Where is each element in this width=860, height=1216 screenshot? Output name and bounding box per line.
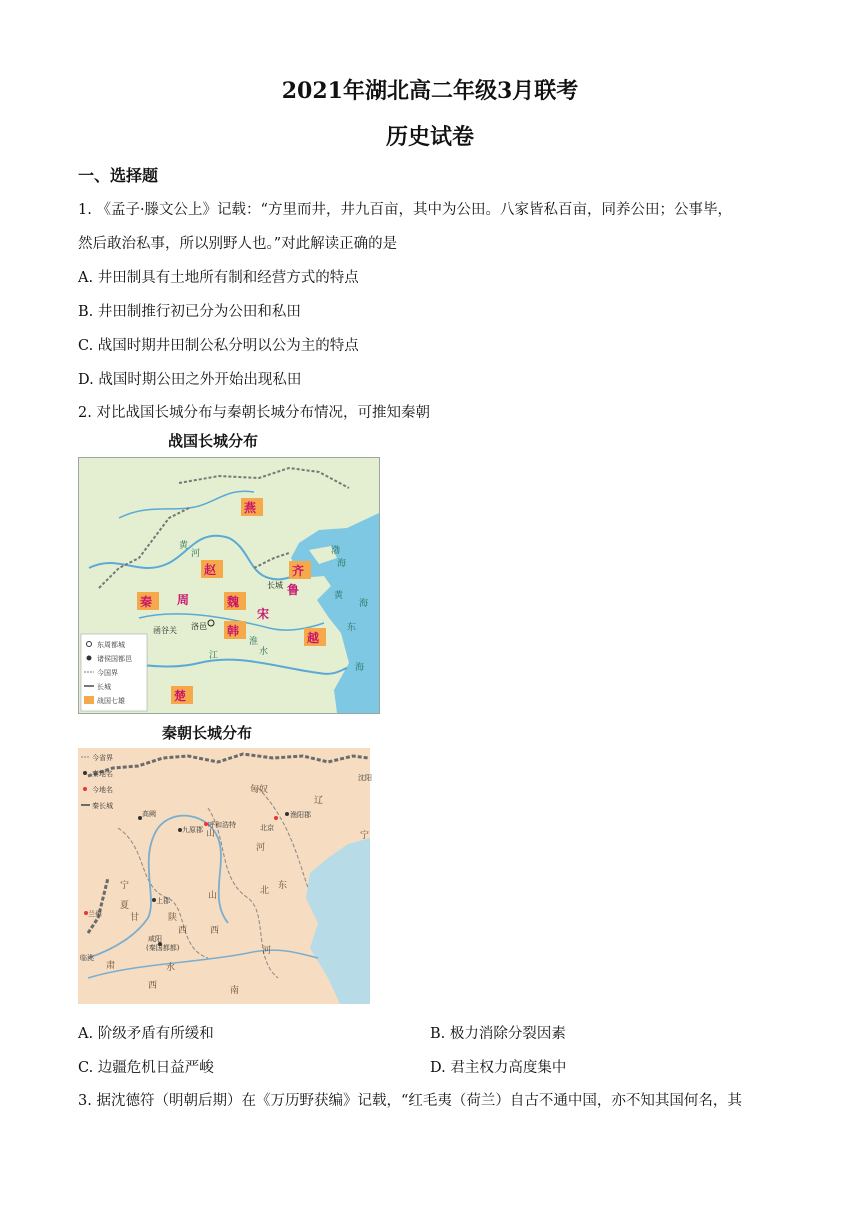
state-song: 宋 — [257, 607, 270, 621]
map1-caption: 战国长城分布 — [168, 432, 259, 450]
legend2-modern-icon — [83, 787, 87, 791]
state-lu: 鲁 — [287, 583, 300, 597]
legend2-qin-icon — [83, 771, 87, 775]
place-shan3: 山 — [208, 891, 218, 901]
place-shan1: 山 — [206, 829, 216, 839]
place-xiongnu: 匈奴 — [250, 785, 269, 795]
state-yue: 越 — [307, 631, 320, 645]
city-wall-label: 长城 — [267, 581, 283, 590]
map2-caption: 秦朝长城分布 — [162, 724, 253, 742]
place-dong: 东 — [278, 881, 288, 891]
q1-option-a: A. 井田制具有土地所有制和经营方式的特点 — [78, 270, 359, 286]
legend-wall: 长城 — [97, 683, 111, 691]
q1-stem-line2: 然后敢治私事，所以别野人也。”对此解读正确的是 — [78, 236, 398, 252]
map1-svg — [79, 458, 379, 713]
state-qi: 齐 — [292, 564, 305, 578]
state-yan: 燕 — [244, 501, 257, 515]
sea-label-hai1: 海 — [337, 559, 347, 569]
sea-label-hai2: 海 — [359, 599, 369, 609]
legend-capital: 东周都城 — [97, 641, 125, 649]
place-liao: 辽 — [314, 796, 324, 806]
place-ning: 宁 — [360, 831, 370, 841]
legend-border: 今国界 — [97, 669, 118, 677]
place-jiuyuan: 九原郡 — [182, 826, 203, 834]
city-hanguguan: 函谷关 — [153, 626, 177, 635]
river-label-he: 河 — [191, 549, 201, 559]
state-zhou: 周 — [177, 593, 190, 607]
place-lintao: 临洮 — [80, 954, 94, 962]
place-nan: 南 — [230, 986, 240, 996]
place-bei: 北 — [260, 886, 270, 896]
q2-option-b: B. 极力消除分裂因素 — [430, 1026, 566, 1042]
exam-subtitle: 历史试卷 — [385, 124, 474, 150]
q1-stem-line1: 1. 《孟子·滕文公上》记载：“方里而井，井九百亩，其中为公田。八家皆私百亩，同养公田；公事毕， — [78, 202, 732, 218]
legend2-border: 今省界 — [92, 754, 113, 762]
exam-title: 2021年湖北高二年级3月联考 — [281, 78, 579, 104]
legend-seven-icon — [84, 696, 94, 704]
river-label-huang: 黄 — [179, 541, 189, 551]
place-shenyang: 沈阳 — [358, 774, 372, 782]
legend2-wall: 秦长城 — [92, 802, 113, 810]
place-beijing: 北京 — [260, 824, 274, 832]
q2-option-a: A. 阶级矛盾有所缓和 — [78, 1026, 214, 1042]
legend2-modern: 今地名 — [92, 786, 113, 794]
legend-vassal-icon — [87, 656, 92, 661]
place-lanzhou: 兰州 — [88, 910, 102, 918]
state-han: 韩 — [227, 624, 240, 638]
dot-yuyang — [285, 812, 289, 816]
place-xi3: 西 — [210, 926, 220, 936]
sea-label-bo: 渤 — [331, 546, 341, 556]
place-qindu: (秦国都都) — [146, 944, 180, 952]
place-gaoque: 高阙 — [142, 810, 156, 818]
river-label-shui: 水 — [259, 647, 269, 657]
sea-label-hai3: 海 — [355, 663, 365, 673]
legend-vassal: 诸侯国都邑 — [97, 655, 132, 663]
warring-states-wall-map — [78, 457, 380, 714]
place-shui: 水 — [166, 963, 176, 973]
state-zhao: 赵 — [204, 563, 217, 577]
place-gan: 甘 — [130, 913, 140, 923]
q2-option-d: D. 君主权力高度集中 — [430, 1060, 567, 1076]
place-he1: 河 — [256, 843, 266, 853]
place-he2: 河 — [262, 946, 272, 956]
legend2-qin: 秦地名 — [92, 770, 113, 778]
sea-label-dong: 东 — [347, 623, 357, 633]
place-shan2: 陕 — [168, 913, 178, 923]
state-qin: 秦 — [140, 595, 153, 609]
city-luoyi: 洛邑 — [191, 622, 207, 631]
place-su: 肃 — [106, 961, 116, 971]
q1-option-d: D. 战国时期公田之外开始出现私田 — [78, 372, 302, 388]
place-xia: 夏 — [120, 901, 130, 911]
place-xianyang: 咸阳 — [148, 935, 162, 943]
sea-label-huang: 黄 — [334, 591, 344, 601]
q1-option-b: B. 井田制推行初已分为公田和私田 — [78, 304, 301, 320]
legend-seven: 战国七雄 — [97, 697, 125, 705]
qin-wall-map — [78, 748, 370, 1004]
q1-option-c: C. 战国时期井田制公私分明以公为主的特点 — [78, 338, 359, 354]
q3-stem-line1: 3. 据沈德符（明朝后期）在《万历野获编》记载，“红毛夷（荷兰）自古不通中国，亦不知其国何名，其 — [78, 1093, 742, 1109]
place-xi2: 西 — [148, 981, 158, 991]
map2-svg — [78, 748, 370, 1004]
q2-option-c: C. 边疆危机日益严峻 — [78, 1060, 214, 1076]
state-chu: 楚 — [174, 689, 187, 703]
place-xi1: 西 — [178, 926, 188, 936]
place-yuyang: 渔阳郡 — [290, 811, 311, 819]
q2-stem: 2. 对比战国长城分布与秦朝长城分布情况，可推知秦朝 — [78, 405, 430, 421]
dot-beijing — [274, 816, 278, 820]
river-label-huai: 淮 — [249, 637, 259, 647]
place-huhehaote: 呼和浩特 — [208, 821, 236, 829]
state-wei: 魏 — [227, 595, 240, 609]
place-shangjun: 上郡 — [156, 897, 170, 905]
section-heading: 一、选择题 — [78, 166, 159, 185]
river-label-jiang: 江 — [209, 651, 219, 661]
place-ning2: 宁 — [120, 881, 130, 891]
